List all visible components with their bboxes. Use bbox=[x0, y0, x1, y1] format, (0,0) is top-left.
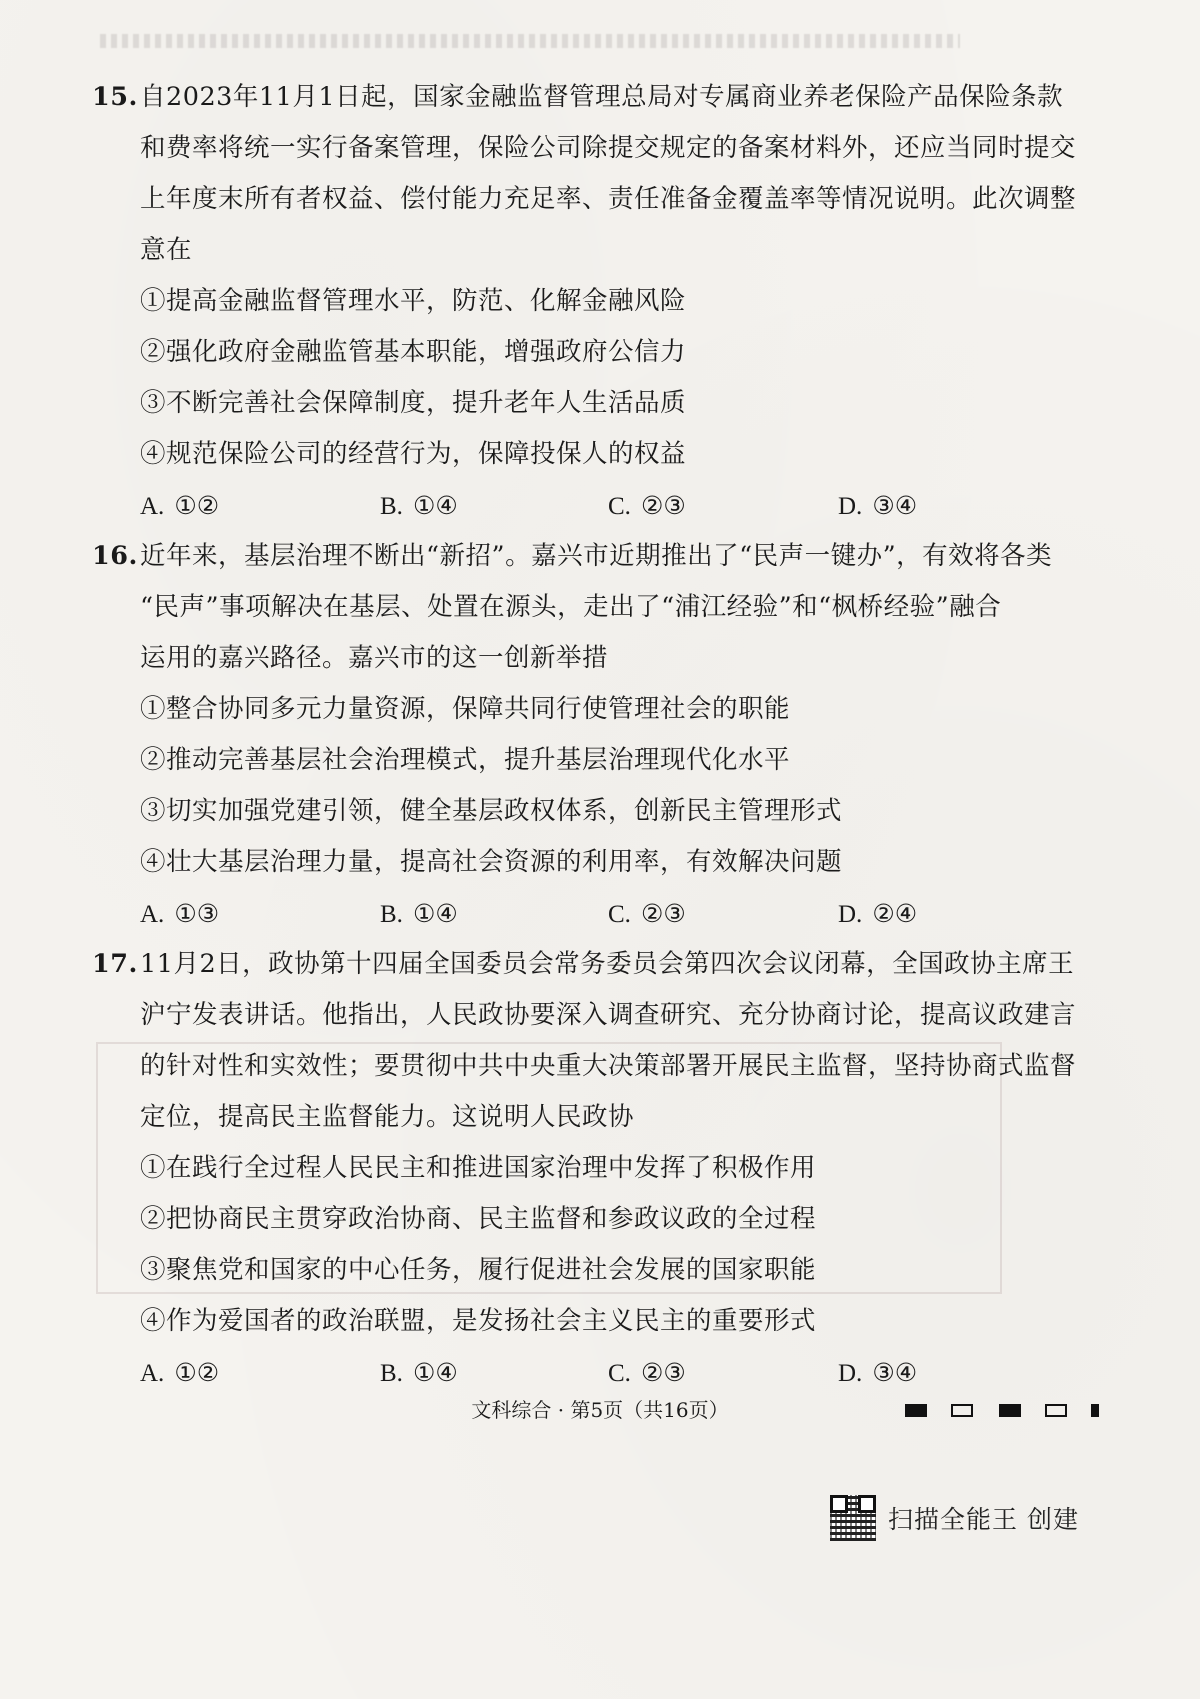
question-17 bbox=[92, 939, 1132, 1398]
question-stem-line: “民声”事项解决在基层、处置在源头，走出了“浦江经验”和“枫桥经验”融合 bbox=[140, 592, 1002, 622]
question-stem-line: 意在 bbox=[140, 235, 193, 265]
choice-a[interactable] bbox=[140, 1347, 219, 1399]
option-item: ①在践行全过程人民民主和推进国家治理中发挥了积极作用 bbox=[140, 1153, 817, 1183]
question-stem-line: 运用的嘉兴路径。嘉兴市的这一创新举措 bbox=[140, 643, 609, 673]
option-item: ②推动完善基层社会治理模式，提升基层治理现代化水平 bbox=[140, 745, 791, 775]
choice-b[interactable] bbox=[380, 888, 458, 940]
question-stem-line: 和费率将统一实行备案管理，保险公司除提交规定的备案材料外，还应当同时提交 bbox=[140, 133, 1077, 163]
option-item: ①整合协同多元力量资源，保障共同行使管理社会的职能 bbox=[140, 694, 791, 724]
option-item: ①提高金融监督管理水平，防范、化解金融风险 bbox=[140, 286, 687, 316]
choice-letter: A. bbox=[140, 493, 165, 520]
question-stem-line bbox=[92, 939, 1132, 990]
choice-letter: C. bbox=[608, 1360, 631, 1387]
stem-text: 近年来，基层治理不断出“新招”。嘉兴市近期推出了“民声一键办”，有效将各类 bbox=[140, 541, 1053, 571]
choice-text: ②④ bbox=[872, 899, 918, 928]
choice-letter: A. bbox=[140, 901, 165, 928]
choice-letter: B. bbox=[380, 901, 403, 928]
choice-d[interactable] bbox=[838, 888, 917, 940]
choice-letter: A. bbox=[140, 1360, 165, 1387]
option-item: ④作为爱国者的政治联盟，是发扬社会主义民主的重要形式 bbox=[140, 1306, 817, 1336]
choice-letter: B. bbox=[380, 1360, 403, 1387]
option-item: ③切实加强党建引领，健全基层政权体系，创新民主管理形式 bbox=[140, 796, 843, 826]
choice-letter: C. bbox=[608, 493, 631, 520]
question-list bbox=[92, 72, 1132, 1398]
choice-text: ①② bbox=[174, 1358, 220, 1387]
choice-letter: C. bbox=[608, 901, 631, 928]
option-item: ③聚焦党和国家的中心任务，履行促进社会发展的国家职能 bbox=[140, 1255, 817, 1285]
question-number: 17. bbox=[92, 949, 138, 979]
choice-text: ①④ bbox=[412, 491, 458, 520]
choice-text: ①② bbox=[174, 491, 220, 520]
alignment-mark-filled bbox=[905, 1404, 927, 1417]
choice-text: ②③ bbox=[640, 899, 686, 928]
question-stem-line: 的针对性和实效性；要贯彻中共中央重大决策部署开展民主监督，坚持协商式监督 bbox=[140, 1051, 1077, 1081]
choice-d[interactable] bbox=[838, 1347, 917, 1399]
question-stem-line: 上年度末所有者权益、偿付能力充足率、责任准备金覆盖率等情况说明。此次调整 bbox=[140, 184, 1077, 214]
choice-c[interactable] bbox=[608, 888, 686, 940]
alignment-mark-empty bbox=[951, 1404, 973, 1417]
question-stem-line bbox=[92, 72, 1132, 123]
choice-text: ③④ bbox=[872, 491, 918, 520]
watermark-text: 扫描全能王 创建 bbox=[888, 1505, 1079, 1534]
choice-c[interactable] bbox=[608, 480, 686, 532]
qr-code-icon bbox=[830, 1495, 876, 1541]
question-number: 15. bbox=[92, 82, 138, 112]
scanner-watermark bbox=[830, 1495, 1079, 1541]
choice-letter: D. bbox=[838, 493, 863, 520]
choice-b[interactable] bbox=[380, 480, 458, 532]
choice-text: ①④ bbox=[412, 1358, 458, 1387]
question-number: 16. bbox=[92, 541, 138, 571]
choice-text: ②③ bbox=[640, 491, 686, 520]
option-item: ②强化政府金融监管基本职能，增强政府公信力 bbox=[140, 337, 687, 367]
choice-letter: D. bbox=[838, 901, 863, 928]
bleed-through-header bbox=[100, 34, 960, 48]
question-stem-line: 定位，提高民主监督能力。这说明人民政协 bbox=[140, 1102, 635, 1132]
question-16 bbox=[92, 531, 1132, 939]
question-stem-line: 沪宁发表讲话。他指出，人民政协要深入调查研究、充分协商讨论，提高议政建言 bbox=[140, 1000, 1077, 1030]
option-item: ②把协商民主贯穿政治协商、民主监督和参政议政的全过程 bbox=[140, 1204, 817, 1234]
choice-a[interactable] bbox=[140, 888, 219, 940]
answer-choices bbox=[140, 888, 1120, 939]
choice-a[interactable] bbox=[140, 480, 219, 532]
alignment-mark-filled bbox=[999, 1404, 1021, 1417]
page-footer: 文科综合 · 第5页（共16页） bbox=[471, 1398, 729, 1422]
choice-b[interactable] bbox=[380, 1347, 458, 1399]
choice-text: ①③ bbox=[174, 899, 220, 928]
answer-choices bbox=[140, 1347, 1120, 1398]
choice-c[interactable] bbox=[608, 1347, 686, 1399]
choice-d[interactable] bbox=[838, 480, 917, 532]
choice-text: ①④ bbox=[412, 899, 458, 928]
alignment-mark-filled bbox=[1091, 1404, 1099, 1417]
stem-text: 自2023年11月1日起，国家金融监督管理总局对专属商业养老保险产品保险条款 bbox=[140, 82, 1064, 112]
choice-letter: D. bbox=[838, 1360, 863, 1387]
choice-text: ③④ bbox=[872, 1358, 918, 1387]
answer-choices bbox=[140, 480, 1120, 531]
choice-letter: B. bbox=[380, 493, 403, 520]
question-15 bbox=[92, 72, 1132, 531]
option-item: ④壮大基层治理力量，提高社会资源的利用率，有效解决问题 bbox=[140, 847, 843, 877]
option-item: ④规范保险公司的经营行为，保障投保人的权益 bbox=[140, 439, 687, 469]
option-item: ③不断完善社会保障制度，提升老年人生活品质 bbox=[140, 388, 687, 418]
question-stem-line bbox=[92, 531, 1132, 582]
alignment-mark-empty bbox=[1045, 1404, 1067, 1417]
stem-text: 11月2日，政协第十四届全国委员会常务委员会第四次会议闭幕，全国政协主席王 bbox=[140, 949, 1075, 979]
choice-text: ②③ bbox=[640, 1358, 686, 1387]
